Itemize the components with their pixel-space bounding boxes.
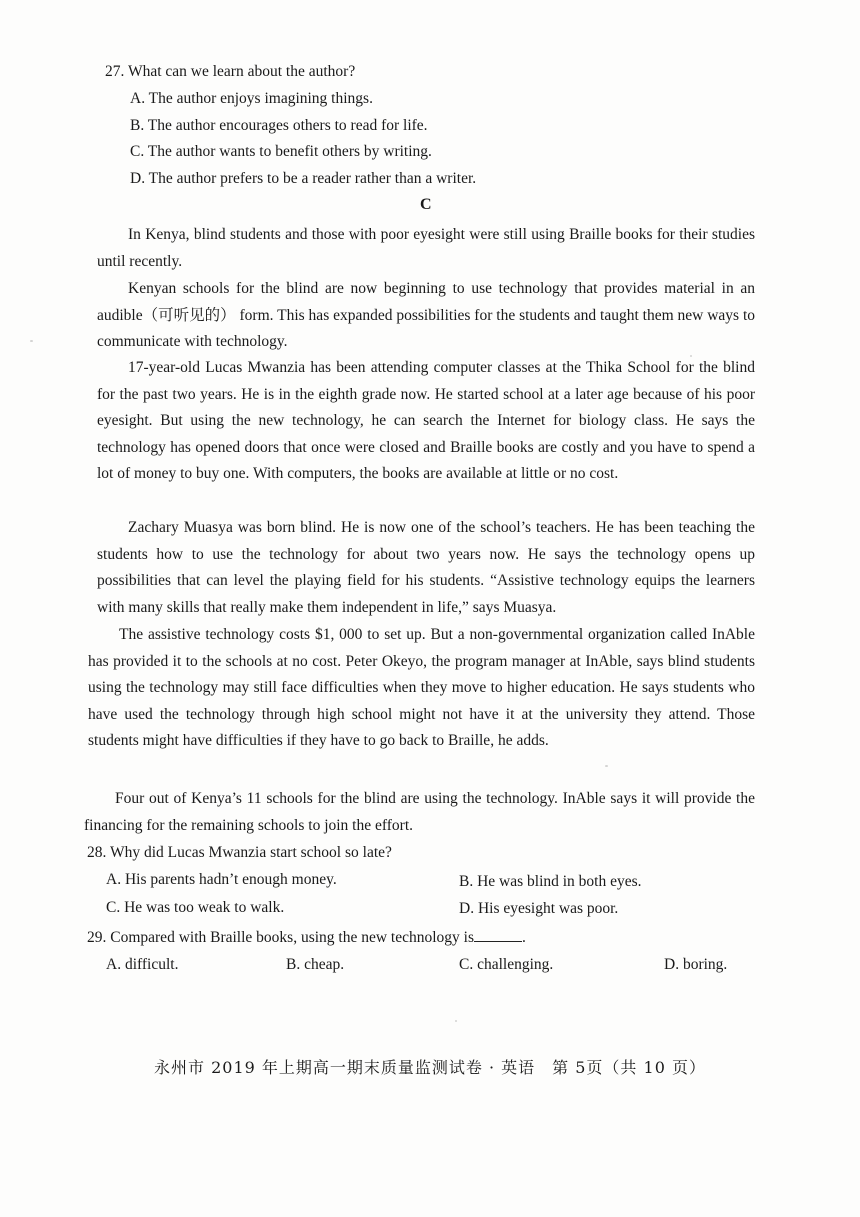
scan-speck	[605, 765, 608, 767]
q29-stem-text: 29. Compared with Braille books, using the new technology is	[87, 929, 475, 946]
paragraph-4: Zachary Muasya was born blind. He is now one of the school’s teachers. He has been teaching the students how to use the technology for about two years now. He says the technology opens up possibilities that can level the playing field for his students. “Assistive technology equips the learners with many skills that really make them independent in life,” says Muasya.	[97, 519, 755, 616]
paragraph-2: Kenyan schools for the blind are now beginning to use technology that provides material in an audible（可听见的） form. This has expanded possibilities for the students and taught them new ways to communicate with technology.	[97, 280, 755, 351]
q28-option-b: B. He was blind in both eyes.	[459, 873, 642, 890]
q27-option-a: A. The author enjoys imagining things.	[130, 90, 373, 107]
q29-option-a: A. difficult.	[106, 956, 179, 973]
q27-stem: 27. What can we learn about the author?	[105, 63, 356, 80]
q28-stem: 28. Why did Lucas Mwanzia start school so late?	[87, 844, 392, 861]
q29-option-c: C. challenging.	[459, 956, 554, 973]
section-letter: C	[420, 196, 432, 213]
paragraph-5: The assistive technology costs $1, 000 to set up. But a non-governmental organization called InAble has provided it to the schools at no cost. Peter Okeyo, the program manager at InAble, says blind students using the technology may still face difficulties when they move to higher education. He says students who have used the technology through high school might not have it at the university they attend. Those students might have difficulties if they have to go back to Braille, he adds.	[88, 626, 755, 750]
q29-stem	[87, 928, 526, 947]
q29-option-d: D. boring.	[664, 956, 728, 973]
q28-option-d: D. His eyesight was poor.	[459, 900, 619, 917]
page-footer: 永州市 2019 年上期高一期末质量监测试卷 · 英语 第 5页（共 10 页）	[154, 1058, 706, 1077]
q27-option-b: B. The author encourages others to read for life.	[130, 117, 428, 134]
q28-option-c: C. He was too weak to walk.	[106, 899, 285, 916]
q29-option-b: B. cheap.	[286, 956, 345, 973]
scan-speck	[30, 340, 33, 342]
scan-speck	[690, 355, 692, 357]
answer-blank	[474, 928, 522, 942]
q28-option-a: A. His parents hadn’t enough money.	[106, 871, 337, 888]
scan-speck	[455, 1020, 457, 1022]
q27-option-c: C. The author wants to benefit others by writing.	[130, 143, 432, 160]
paragraph-1: In Kenya, blind students and those with poor eyesight were still using Braille books for their studies until recently.	[97, 226, 755, 270]
q29-stem-end: .	[522, 929, 526, 946]
q27-option-d: D. The author prefers to be a reader rather than a writer.	[130, 170, 477, 187]
paragraph-3: 17-year-old Lucas Mwanzia has been attending computer classes at the Thika School for the blind for the past two years. He is in the eighth grade now. He started school at a later age because of his poor eyesight. But using the new technology, he can search the Internet for biology class. He says the technology has opened doors that once were closed and Braille books are costly and you have to spend a lot of money to buy one. With computers, the books are available at little or no cost.	[97, 359, 755, 483]
paragraph-6: Four out of Kenya’s 11 schools for the blind are using the technology. InAble says it will provide the financing for the remaining schools to join the effort.	[84, 790, 755, 834]
